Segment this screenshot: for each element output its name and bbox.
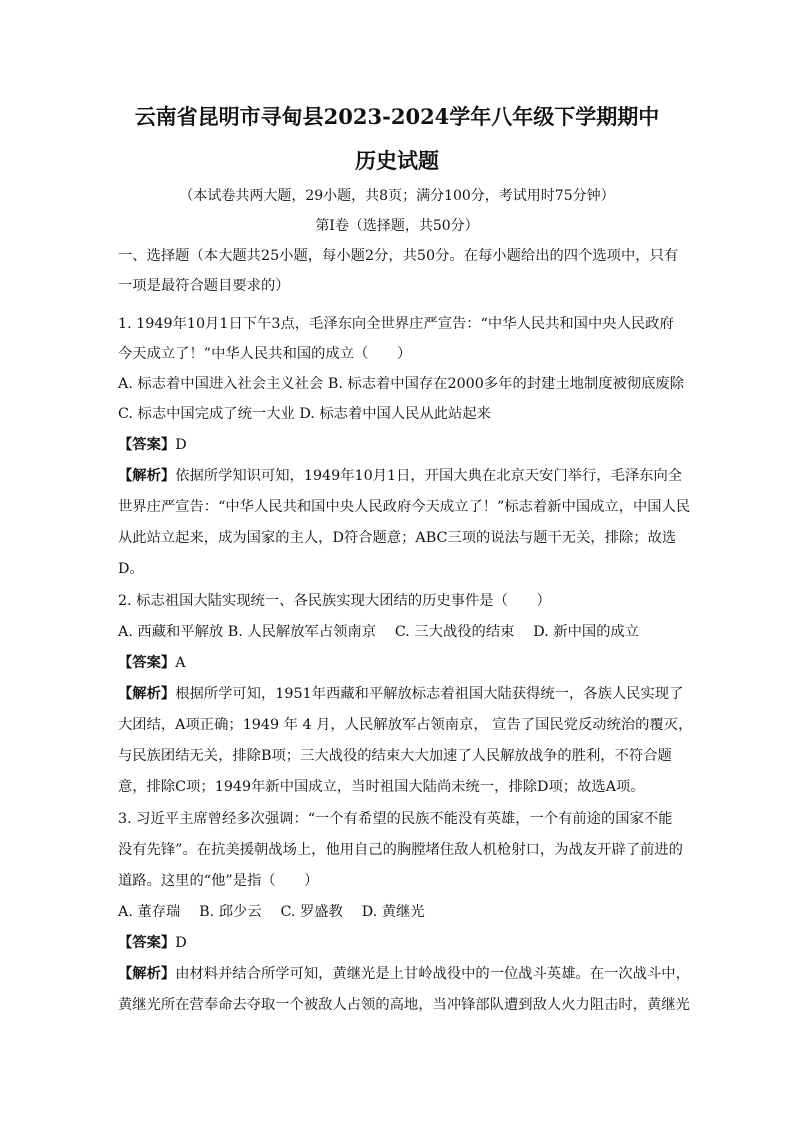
question-option: A. 西藏和平解放 B. 人民解放军占领南京 C. 三大战役的结束 D. 新中国的成立 xyxy=(118,624,640,640)
question-stem: 1. 1949年10月1日下午3点，毛泽东向全世界庄严宣告：“中华人民共和国中央人民政府 xyxy=(118,316,674,332)
answer-value: D xyxy=(175,437,187,453)
answer-label: 【答案】 xyxy=(118,437,176,453)
question-stem: 今天成立了！”中华人民共和国的成立（ ） xyxy=(118,346,412,362)
answer-value: D xyxy=(175,935,187,951)
analysis-label: 【解析】 xyxy=(118,468,176,484)
answer-label: 【答案】 xyxy=(118,935,176,951)
answer-label: 【答案】 xyxy=(118,655,176,671)
instruction-line: 一项是最符合题目要求的） xyxy=(118,278,290,294)
analysis-line xyxy=(118,466,683,486)
answer-line xyxy=(118,653,678,673)
question-option: A. 标志着中国进入社会主义社会 B. 标志着中国存在2000多年的封建土地制度被彻底废除 xyxy=(118,376,685,392)
answer-line xyxy=(118,435,678,455)
answer-line xyxy=(118,933,678,953)
analysis-line: 世界庄严宣告：“中华人民共和国中央人民政府今天成立了！”标志着新中国成立，中国人民 xyxy=(118,499,691,515)
analysis-line: 黄继光所在营奉命去夺取一个被敌人占领的高地，当冲锋部队遭到敌人火力阻击时，黄继光 xyxy=(118,997,690,1013)
question-stem: 2. 标志祖国大陆实现统一、各民族实现大团结的历史事件是（ ） xyxy=(118,593,551,609)
instruction-line: 一、选择题（本大题共25小题，每小题2分，共50分。在每小题给出的四个选项中，只有 xyxy=(118,248,679,264)
question-stem: 3. 习近平主席曾经多次强调：“一个有希望的民族不能没有英雄，一个有前途的国家不能 xyxy=(118,811,673,827)
analysis-line xyxy=(118,684,684,704)
analysis-line: D。 xyxy=(118,561,144,577)
analysis-label: 【解析】 xyxy=(118,966,176,982)
analysis-line: 与民族团结无关，排除B项；三大战役的结束大大加速了人民解放战争的胜利，不符合题 xyxy=(118,748,672,764)
part-heading: 第Ⅰ卷（选择题，共50分） xyxy=(315,218,479,234)
question-option: A. 董存瑞 B. 邱少云 C. 罗盛教 D. 黄继光 xyxy=(118,904,425,920)
analysis-line: 大团结，A项正确；1949 年 4 月，人民解放军占领南京， 宣告了国民党反动统治的覆灭， xyxy=(118,717,693,733)
analysis-text: 依据所学知识可知，1949年10月1日，开国大典在北京天安门举行，毛泽东向全 xyxy=(175,468,683,484)
document-subtitle: 历史试题 xyxy=(355,148,439,173)
analysis-line: 意，排除C项；1949年新中国成立，当时祖国大陆尚未统一，排除D项；故选A项。 xyxy=(118,779,645,795)
analysis-line xyxy=(118,964,690,984)
question-stem: 道路。这里的“他”是指（ ） xyxy=(118,873,319,889)
analysis-text: 由材料并结合所学可知，黄继光是上甘岭战役中的一位战斗英雄。在一次战斗中， xyxy=(175,966,690,982)
question-option: C. 标志中国完成了统一大业 D. 标志着中国人民从此站起来 xyxy=(118,406,491,422)
analysis-label: 【解析】 xyxy=(118,686,176,702)
document-title: 云南省昆明市寻甸县2023-2024学年八年级下学期期中 xyxy=(134,104,660,129)
question-stem: 没有先锋”。在抗美援朝战场上，他用自己的胸膛堵住敌人机枪射口，为战友开辟了前进的 xyxy=(118,842,683,858)
answer-value: A xyxy=(175,655,186,671)
exam-note: （本试卷共两大题，29小题，共8页；满分100分，考试用时75分钟） xyxy=(179,188,615,204)
analysis-line: 从此站立起来，成为国家的主人，D符合题意；ABC三项的说法与题干无关，排除；故选 xyxy=(118,530,677,546)
analysis-text: 根据所学可知，1951年西藏和平解放标志着祖国大陆获得统一，各族人民实现了 xyxy=(175,686,684,702)
